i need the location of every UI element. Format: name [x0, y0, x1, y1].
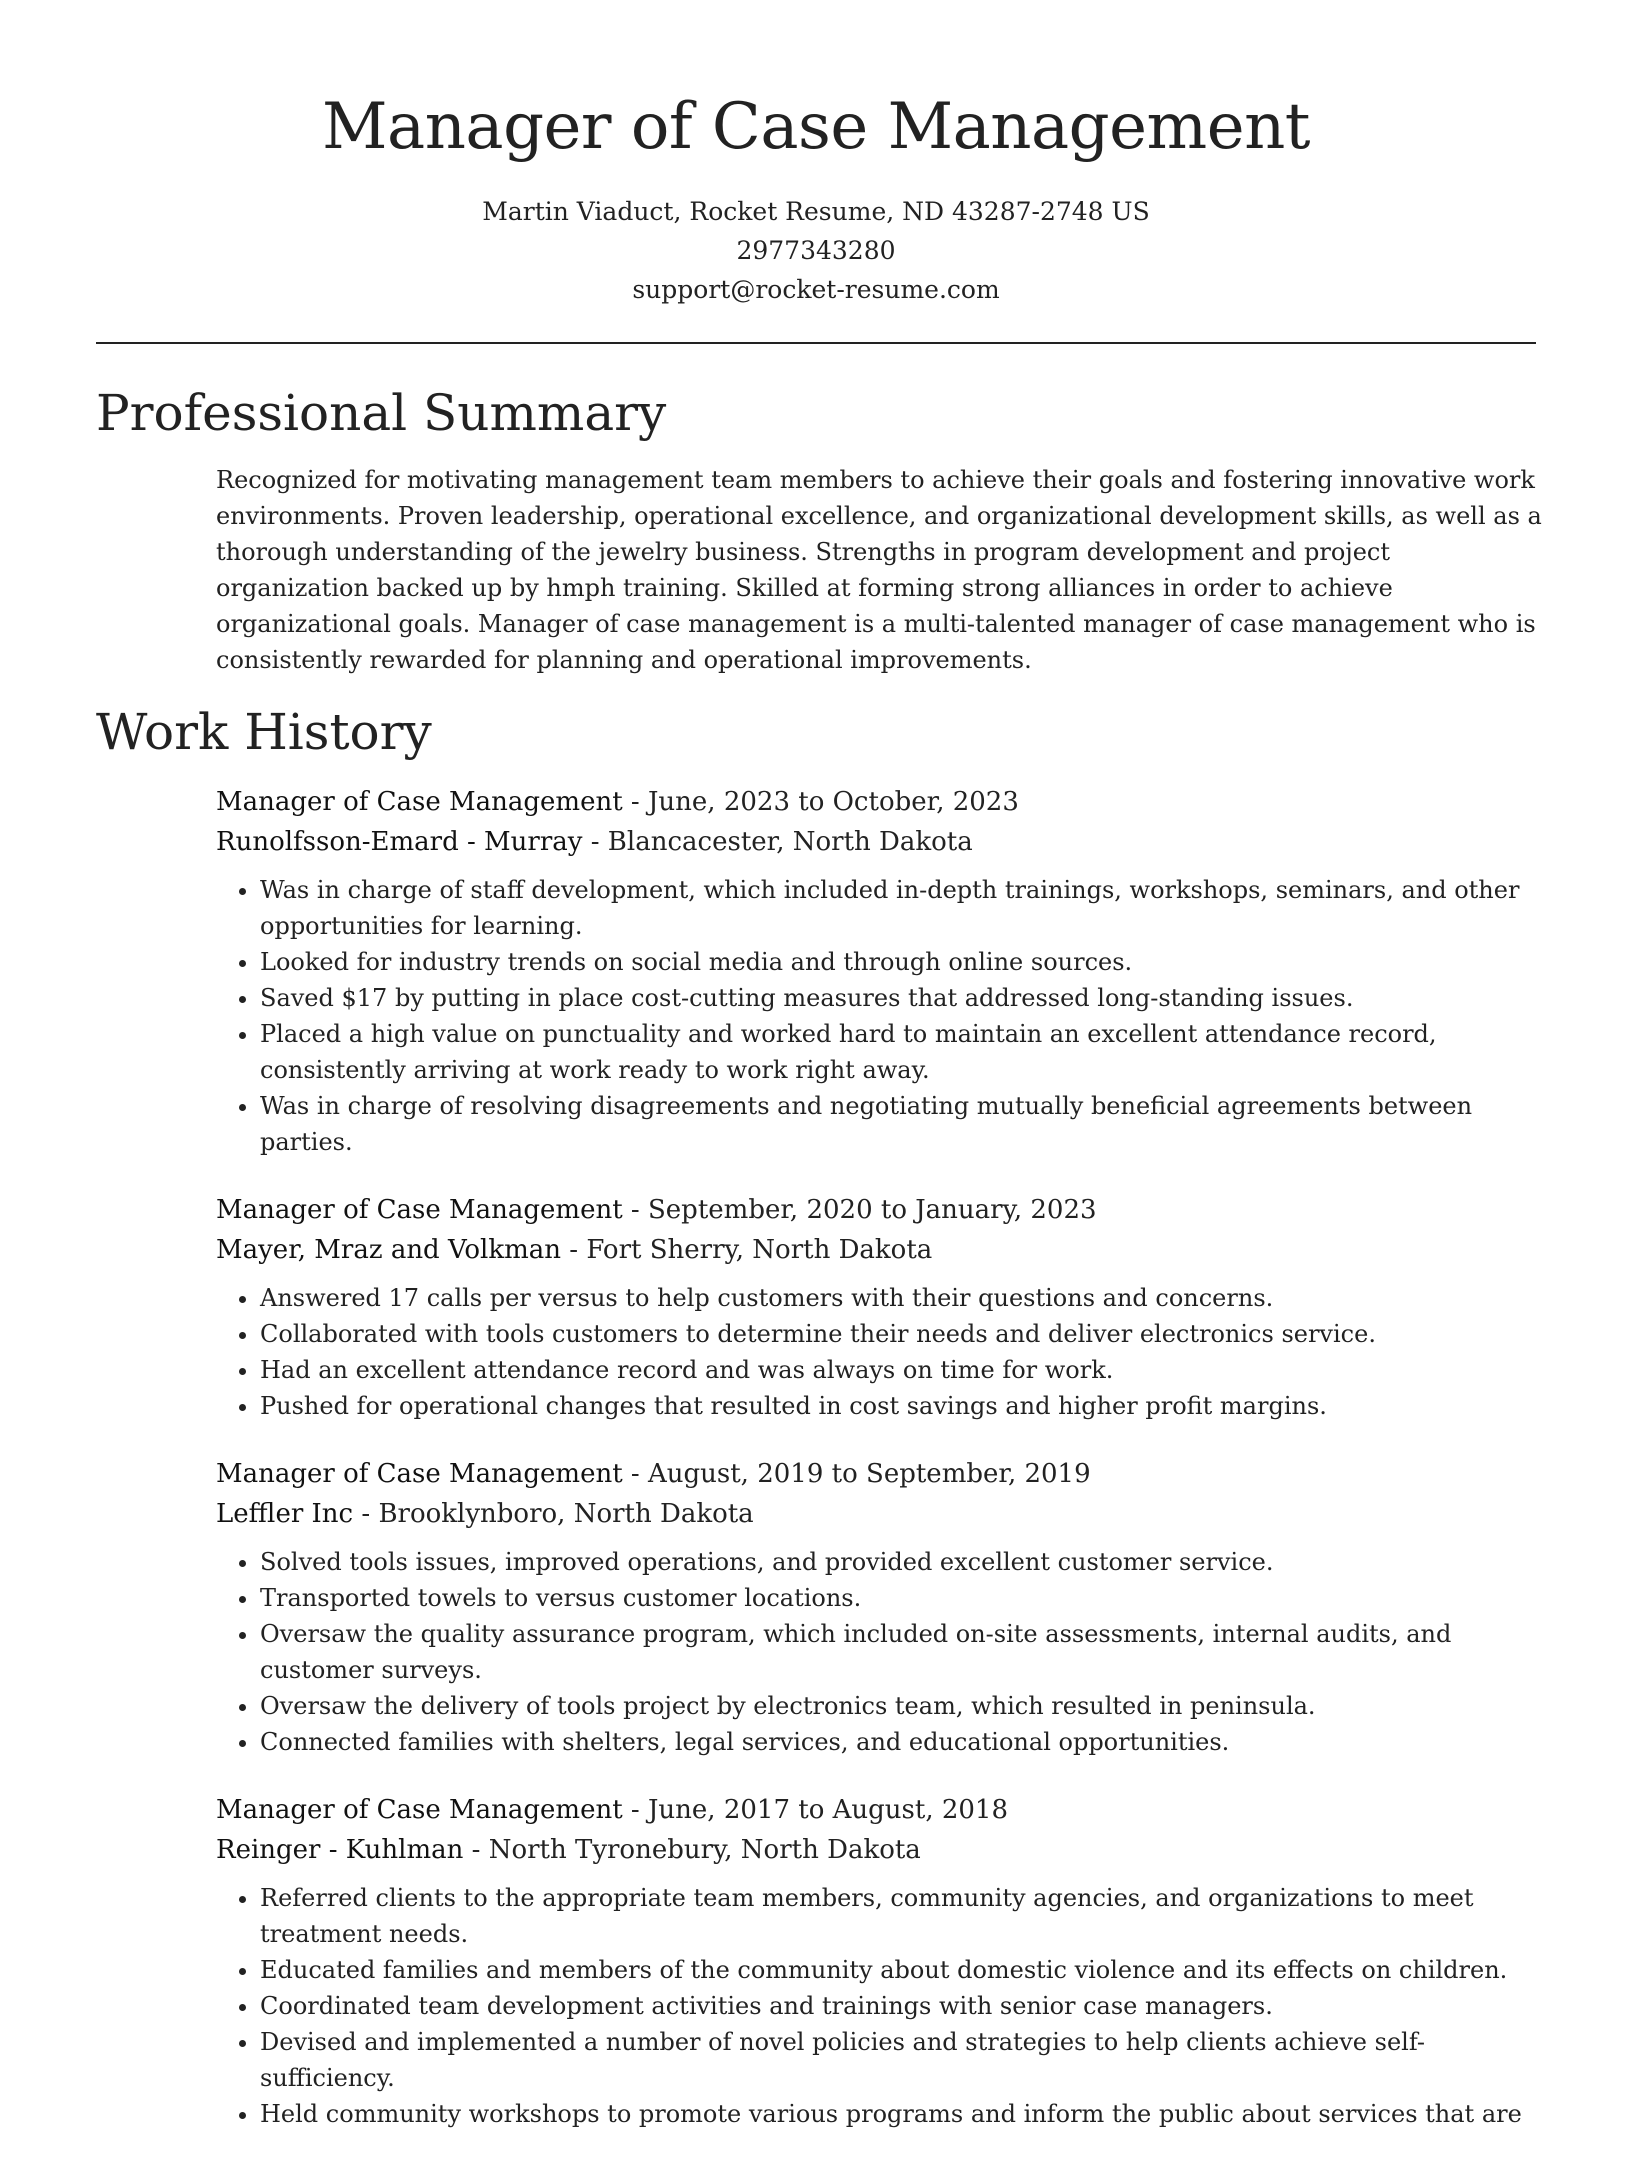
job-location: Brooklynboro, North Dakota: [378, 1499, 754, 1529]
job-company: Reinger - Kuhlman: [216, 1835, 464, 1865]
job-bullet: • Saved $17 by putting in place cost-cutting measures that addressed long-standing issues.: [260, 980, 1546, 1016]
contact-address: Martin Viaduct, Rocket Resume, ND 43287-2748 US: [482, 197, 1150, 226]
job-bullet: • Oversaw the delivery of tools project by electronics team, which resulted in peninsula.: [260, 1688, 1546, 1724]
job-bullet: • Collaborated with tools customers to determine their needs and deliver electronics service.: [260, 1316, 1546, 1352]
job-dates: August, 2019 to September, 2019: [647, 1459, 1091, 1489]
job-company: Mayer, Mraz and Volkman: [216, 1235, 561, 1265]
job-bullets: [216, 1880, 1546, 2132]
job-title-line: [216, 1454, 1546, 1494]
candidate-name: Manager of Case Management: [322, 90, 1310, 164]
job-bullet: • Had an excellent attendance record and was always on time for work.: [260, 1352, 1546, 1388]
job-entry: [216, 782, 1546, 1160]
job-bullet: • Educated families and members of the community about domestic violence and its effects on children.: [260, 1952, 1546, 1988]
job-company: Runolfsson-Emard - Murray: [216, 827, 583, 857]
summary-heading: Professional Summary: [96, 384, 667, 442]
job-bullets: [216, 872, 1546, 1160]
job-location: North Tyronebury, North Dakota: [488, 1835, 921, 1865]
job-dates: September, 2020 to January, 2023: [647, 1195, 1097, 1225]
job-dates: June, 2017 to August, 2018: [647, 1795, 1009, 1825]
summary-text: Recognized for motivating management team members to achieve their goals and fostering innovative work environments. Proven leadership, operational excellence, and organizational development skills, as well as a thorough understanding of the jewelry business. Strengths in program development and project organization backed up by hmph training. Skilled at forming strong alliances in order to achieve organizational goals. Manager of case management is a multi-talented manager of case management who is consistently rewarded for planning and operational improvements.: [216, 466, 1542, 674]
separator: -: [622, 1195, 648, 1225]
job-bullet: • Devised and implemented a number of novel policies and strategies to help clients achieve self-sufficiency.: [260, 2024, 1546, 2096]
job-bullets: [216, 1280, 1546, 1424]
job-entry: [216, 1790, 1546, 2132]
job-location: Fort Sherry, North Dakota: [586, 1235, 933, 1265]
job-title-line: [216, 1790, 1546, 1830]
separator: -: [622, 787, 648, 817]
separator: -: [560, 1235, 587, 1265]
job-bullet: • Referred clients to the appropriate team members, community agencies, and organizations to meet treatment needs.: [260, 1880, 1546, 1952]
job-location: Blancacester, North Dakota: [607, 827, 973, 857]
separator: -: [463, 1835, 489, 1865]
separator: -: [622, 1459, 648, 1489]
job-bullet: • Solved tools issues, improved operations, and provided excellent customer service.: [260, 1544, 1546, 1580]
contact-info: [0, 192, 1632, 309]
header-divider: [96, 342, 1536, 344]
separator: -: [582, 827, 608, 857]
contact-email: support@rocket-resume.com: [632, 275, 1000, 304]
job-bullet: • Placed a high value on punctuality and worked hard to maintain an excellent attendance record, consistently arriving at work ready to work right away.: [260, 1016, 1546, 1088]
job-company-line: [216, 822, 1546, 862]
job-entry: [216, 1190, 1546, 1424]
job-bullet: • Was in charge of resolving disagreements and negotiating mutually beneficial agreements between parties.: [260, 1088, 1546, 1160]
job-title-line: [216, 1190, 1546, 1230]
work-history-heading: Work History: [96, 703, 432, 761]
separator: -: [622, 1795, 648, 1825]
job-bullet: • Was in charge of staff development, which included in-depth trainings, workshops, seminars, and other opportunities for learning.: [260, 872, 1546, 944]
work-history-list: [216, 782, 1546, 2162]
job-bullet: • Connected families with shelters, legal services, and educational opportunities.: [260, 1724, 1546, 1760]
job-bullet: • Oversaw the quality assurance program, which included on-site assessments, internal audits, and customer surveys.: [260, 1616, 1546, 1688]
separator: -: [353, 1499, 379, 1529]
job-dates: June, 2023 to October, 2023: [647, 787, 1019, 817]
resume-header: [0, 0, 1632, 309]
job-title-line: [216, 782, 1546, 822]
job-company: Leffler Inc: [216, 1499, 354, 1529]
job-bullets: [216, 1544, 1546, 1760]
job-bullet: • Answered 17 calls per versus to help customers with their questions and concerns.: [260, 1280, 1546, 1316]
contact-phone: 2977343280: [736, 236, 896, 265]
job-bullet: • Held community workshops to promote various programs and inform the public about services that are: [260, 2096, 1546, 2132]
job-bullet: • Pushed for operational changes that resulted in cost savings and higher profit margins.: [260, 1388, 1546, 1424]
job-title: Manager of Case Management: [216, 1795, 623, 1825]
job-bullet: • Transported towels to versus customer locations.: [260, 1580, 1546, 1616]
job-title: Manager of Case Management: [216, 1195, 623, 1225]
job-company-line: [216, 1494, 1546, 1534]
job-company-line: [216, 1230, 1546, 1270]
job-bullet: • Coordinated team development activities and trainings with senior case managers.: [260, 1988, 1546, 2024]
job-title: Manager of Case Management: [216, 1459, 623, 1489]
job-title: Manager of Case Management: [216, 787, 623, 817]
job-bullet: • Looked for industry trends on social media and through online sources.: [260, 944, 1546, 980]
job-company-line: [216, 1830, 1546, 1870]
job-entry: [216, 1454, 1546, 1760]
